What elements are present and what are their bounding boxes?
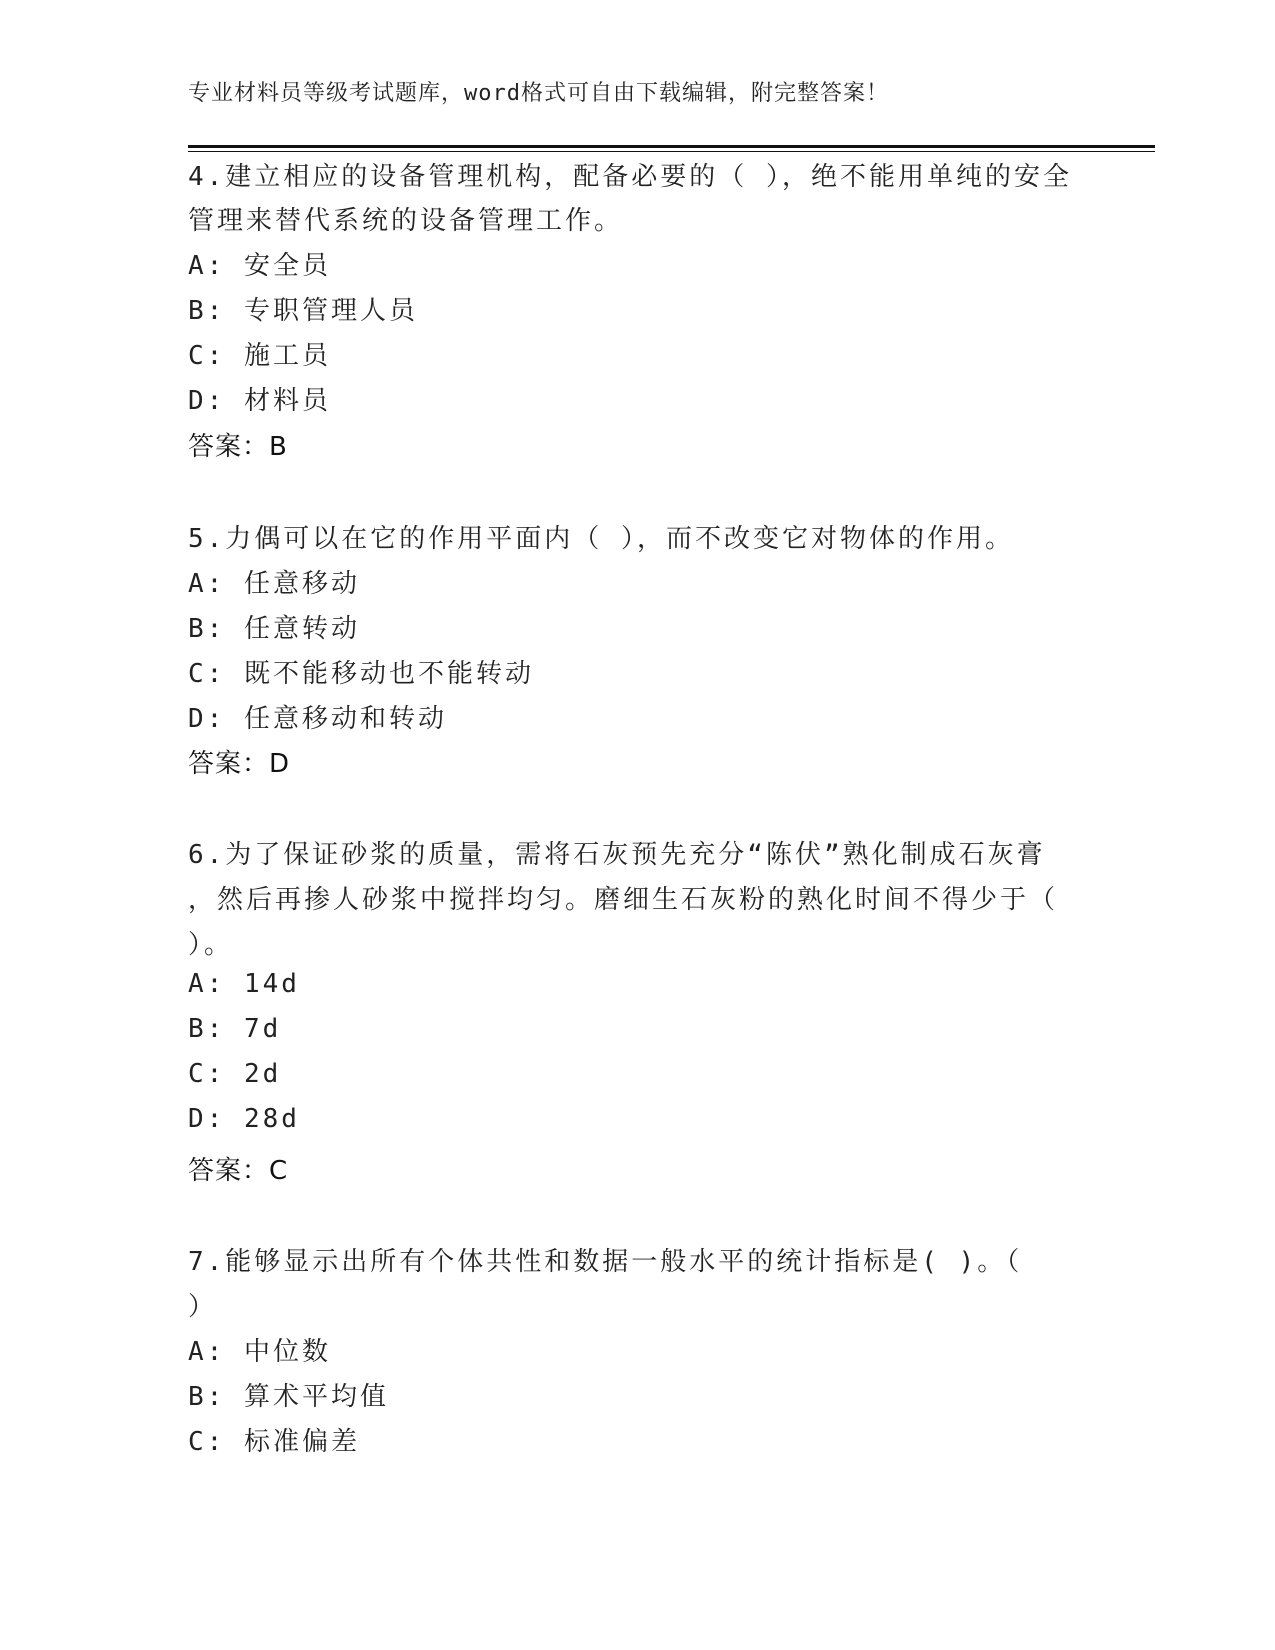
question-4-line-2: 管理来替代系统的设备管理工作。 xyxy=(188,206,624,236)
question-6-option-c: C: 2d xyxy=(188,1059,282,1089)
question-7-option-b: B: 算术平均值 xyxy=(188,1382,389,1412)
question-5-answer: 答案：D xyxy=(188,749,291,779)
question-4-option-b: B: 专职管理人员 xyxy=(188,296,418,326)
question-7-line-1: 7.能够显示出所有个体共性和数据一般水平的统计指标是( )。（ xyxy=(188,1247,1023,1277)
question-5-option-b: B: 任意转动 xyxy=(188,614,360,644)
question-4-option-a: A: 安全员 xyxy=(188,251,331,281)
question-6-answer: 答案：C xyxy=(188,1156,289,1186)
question-7-option-a: A: 中位数 xyxy=(188,1337,331,1367)
question-6-option-d: D: 28d xyxy=(188,1104,300,1134)
header-rule-thick xyxy=(188,145,1155,148)
question-6-line-3: ）。 xyxy=(188,930,234,960)
question-4-option-c: C: 施工员 xyxy=(188,341,331,371)
question-5-option-a: A: 任意移动 xyxy=(188,569,360,599)
question-6-line-2: ，然后再掺人砂浆中搅拌均匀。磨细生石灰粉的熟化时间不得少于（ xyxy=(188,885,1059,915)
question-5-option-d: D: 任意移动和转动 xyxy=(188,704,447,734)
question-4-option-d: D: 材料员 xyxy=(188,386,331,416)
question-7-option-c: C: 标准偏差 xyxy=(188,1427,360,1457)
question-4-line-1: 4.建立相应的设备管理机构，配备必要的（ ），绝不能用单纯的安全 xyxy=(188,162,1072,192)
question-6-line-1: 6.为了保证砂浆的质量，需将石灰预先充分“陈伏”熟化制成石灰膏 xyxy=(188,840,1046,870)
question-6-option-b: B: 7d xyxy=(188,1014,282,1044)
question-7-line-2: ） xyxy=(188,1292,218,1322)
question-5-option-c: C: 既不能移动也不能转动 xyxy=(188,659,534,689)
header-rule-thin xyxy=(188,151,1155,152)
question-4-answer: 答案：B xyxy=(188,432,288,462)
page-header: 专业材料员等级考试题库，word格式可自由下载编辑，附完整答案！ xyxy=(188,81,889,106)
question-5-line-1: 5.力偶可以在它的作用平面内（ ），而不改变它对物体的作用。 xyxy=(188,524,1014,554)
question-6-option-a: A: 14d xyxy=(188,969,300,999)
